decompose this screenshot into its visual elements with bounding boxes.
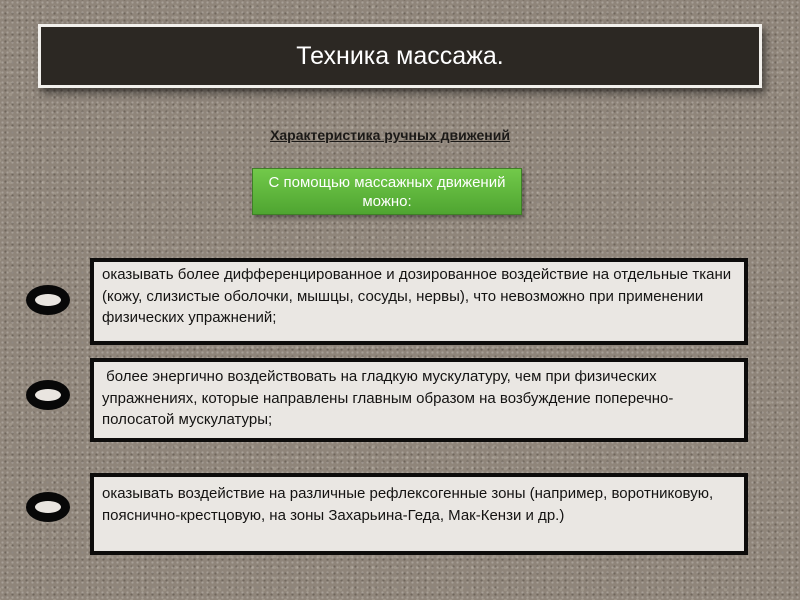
intro-text: С помощью массажных движений можно: bbox=[268, 174, 506, 210]
list-item-text: оказывать воздействие на различные рефлексогенные зоны (например, воротниковую, пояснично-крестцовую, на зоны Захарьина-Геда, Мак-Кензи и др.) bbox=[102, 485, 714, 524]
bullet-ring-icon bbox=[26, 492, 70, 522]
list-item-text: оказывать более дифференцированное и дозированное воздействие на отдельные ткани (кожу, слизистые оболочки, мышцы, сосуды, нервы), что невозможно при применении физических упражнений; bbox=[102, 266, 732, 326]
list-item-text: более энергично воздействовать на гладкую мускулатуру, чем при физических упражнениях, которые направлены главным образом на возбуждение поперечно-полосатой мускулатуры; bbox=[102, 368, 674, 428]
slide-title-text: Техника массажа. bbox=[296, 41, 504, 70]
intro-box bbox=[252, 168, 522, 215]
slide-subtitle: Характеристика ручных движений bbox=[270, 127, 510, 143]
slide-title bbox=[38, 24, 762, 88]
list-item bbox=[90, 258, 748, 345]
bullet-ring-icon bbox=[26, 285, 70, 315]
list-item bbox=[90, 358, 748, 442]
list-item bbox=[90, 473, 748, 555]
bullet-ring-icon bbox=[26, 380, 70, 410]
